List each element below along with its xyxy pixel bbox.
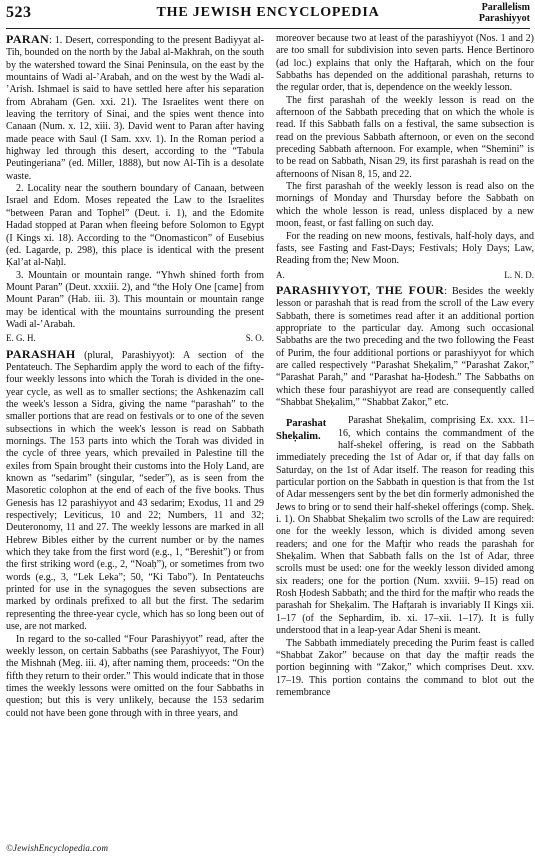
parashah-text-1: (plural, Parashiyyot): A section of the Pentateuch. The Sephardim apply the word to each of the fifty-four weekly lessons into which the Torah is divided in the one-year cycle, as well as to smaller sections; the Ashkenazim call the week's lesson a Sidra, giving the name “parashah” to the smaller portions that are read on festivals or to one of the seven subsections in which the week's lesson is read on Sabbath mornings. The 153 parts into which the Torah was divided in the cycle of three years, which prevailed in Palestine till the exiles from Spain brought their customs into the Holy Land, are known as “sedarim” (singular, “seder”), as is seen from the Masoretic colophon at the end of each of the five books. Thus Genesis has 12 parashiyyot and 43 sedarim; Exodus, 11 and 29 respectively; Leviticus, 10 and 22; Numbers, 11 and 32; Deuteronomy, 11 and 27. The weekly lessons are marked in all Hebrew Bibles either by the current number or by the names which they take from the first word (e.g., 1, “Bereshit”) or from the first striking word (e.g., 2, “Noaḥ”), or sometimes from two words (e.g., 3, “Lek Leka”; 50, “Ki Tabo”). In Pentateuchs printed for use in the synagogues the seven subsections are marked by ordinals prefixed to all but the first. The sedarim representing the three-year cycle, which has so long been out of use, are not marked.	[6, 349, 264, 633]
page-number: 523	[6, 4, 32, 21]
article-parashah-p4: The first parashah of the weekly lesson is read on the afternoon of the Sabbath preceding that on which the whole is read. If this Sabbath falls on a festival, the same subsection is read on the previous Sabbath afternoon, or even on the second preceding Sabbath afternoon. For example, when “Shemini” is to be read on Sabbath, Nisan 29, its first parashah is read on the afternoons of Nisan 8, 15, and 22.	[276, 94, 534, 180]
article-parashah-p3: moreover because two at least of the parashiyyot (Nos. 1 and 2) are too small for subdivision into seven parts. Hence Bertinoro (ad loc.) explains that only the Hafṭarah, which on the four Sabbaths has depended on the additional parashah, returns to the regular order, that is, dependence on the weekly lesson.	[276, 33, 534, 94]
signature-initials-left: E. G. H.	[6, 333, 36, 344]
signature-parashah	[276, 269, 534, 281]
journal-title: THE JEWISH ENCYCLOPEDIA	[156, 5, 380, 20]
article-four-p2	[276, 415, 534, 637]
article-paran-p2: 2. Locality near the southern boundary of Canaan, between Israel and Edom. Moses repeated the Law to the Israelites “between Paran and Tophel” (Deut. i. 1), and the Edomite Hadad stopped at Paran when fleeing before Solomon to Egypt (I Kings xi. 18). According to the “Onomasticon” of Eusebius (ed. Lagarde, p. 298), this place is identical with the present Ḳalʼat al-Naḥl.	[6, 183, 264, 269]
running-head	[479, 2, 530, 24]
footer-credit: ©JewishEncyclopedia.com	[6, 843, 109, 853]
four-text-1: : Besides the weekly lesson or parashah that is read from the scroll of the Law every Sabbath, there is sometimes read after it an additional portion appropriate to the particular day. Among such occasional Sabbaths are the two preceding and the two following the Feast of Purim, the four additional portions or parashiyyot for which are called respectively “Parashat Sheḳalim,” “Parashat Zakor,” “Parashat Parah,” and “Parashat ha-Ḥodesh.” The Sabbaths on which these four parashiyyot are read are consequently called “Shabbat Sheḳalim,” “Shabbat Zakor,” etc.	[276, 285, 535, 408]
page-header	[6, 2, 530, 29]
article-parashah-p2: In regard to the so-called “Four Parashiyyot” read, after the weekly lesson, on certain Sabbaths (see Parashiyyot, The Four) the Mishnah (Meg. iii. 4), after naming them, proceeds: “On the fifth they return to their order.” This would indicate that in those times the weekly lessons were omitted on the four Sabbaths in question; but this is very unlikely, because the 153 sedarim could not have been gone through with in three years, and	[6, 633, 264, 719]
running-head-last: Parashiyyot	[478, 13, 530, 24]
signature-initials-right: L. N. D.	[504, 269, 534, 280]
signature-initials-left: A.	[276, 269, 285, 280]
article-parashah-p1	[6, 348, 264, 634]
four-text-2: Parashat Sheḳalim, comprising Ex. xxx. 11–16, which contains the commandment of the half-shekel offering, is read on the Sabbath immediately preceding the 1st of Adar or, if that day falls on Saturday, on the 1st of Adar itself. The reason for reading this particular portion on the Sabbath in question is that from the 1st of Adar messengers sent by the bet din formerly admonished the Jews to bring or to send their half-shekel offerings (comp. Sheḳ. i. 1). On Shabbat Sheḳalim two scrolls of the Law are required: one for the weekly lesson, which is divided among seven readers; and one for the Mafṭir who reads the parashah for Sheḳalim. When that Sabbath falls on the 1st of Adar, three scrolls must be used: one for the weekly lesson divided among six readers; one for the portion (Num. xxviii. 9–15) read on Rosh Ḥodesh Sabbath; and the third for the mafṭir who reads the parashah for Sheḳalim. The Hafṭarah is invariably II Kings xii. 1–17 (of the Sephardim, ib. xi. 17–xii. 1–17). It is fully understood that in a leap-year Adar Sheni is meant.	[276, 415, 534, 637]
article-parashah-p5: The first parashah of the weekly lesson is read also on the mornings of Monday and Thursday before the Sabbath on which the whole lesson is read, unless displaced by a new moon, feast, or fast falling on such day.	[276, 181, 534, 230]
headword-parashah: PARASHAH	[6, 346, 76, 361]
headword-parashiyyot-four: PARASHIYYOT, THE FOUR	[276, 282, 445, 297]
article-four-p1	[276, 284, 534, 409]
left-column	[6, 33, 264, 720]
article-paran-p3: 3. Mountain or mountain range. “Yhwh shined forth from Mount Paran” (Deut. xxxiii. 2), and “the Holy One [came] from Mount Paran” (Hab. iii. 3). This mountain or mountain range may be identical with the mountains surrounding the present Wadi al-ʼArabah.	[6, 269, 264, 330]
signature-paran	[6, 332, 264, 344]
right-column	[276, 33, 534, 699]
side-heading-shekalim: Parashat Sheḳalim.	[276, 418, 327, 443]
article-paran-p1	[6, 33, 264, 183]
paran-text-1: : 1. Desert, corresponding to the present Badiyyat al-Tih, bounded on the north by the Jabal al-Makhrah, on the south by the watershed toward the Sinai Peninsula, on the east by the mountains of Wadi al-ʼArabah, and on the west by the Wadi al-ʼArish. Ishmael is said to have settled here after his separation from Abraham (Gen. xxi. 21). The Israelites went there on leaving the territory of Sinai, and the spies went thence into Canaan (Num. x. 12, xiii. 3). David went to Paran after having made peace with Saul (I Sam. xxv. 1). In the Roman period a highway led through this desert, according to the “Tabula Peutingeriana” (ed. Miller, 1888), but now Al-Tih is a desolate waste.	[6, 35, 264, 182]
running-head-first: Parallelism	[481, 2, 530, 13]
headword-paran: PARAN	[6, 32, 50, 46]
signature-initials-right: S. O.	[245, 333, 264, 344]
article-parashah-p6: For the reading on new moons, festivals, half-holy days, and fasts, see Fasting and Fast-Days; Festivals; Holy Days; Law, Reading from the; New Moon.	[276, 230, 534, 267]
article-four-p3: The Sabbath immediately preceding the Purim feast is called “Shabbat Zakor” because on that day the mafṭir reads the portion beginning with “Zakor,” which comprises Deut. xxv. 17–19. This portion contains the command to blot out the remembrance	[276, 637, 534, 698]
